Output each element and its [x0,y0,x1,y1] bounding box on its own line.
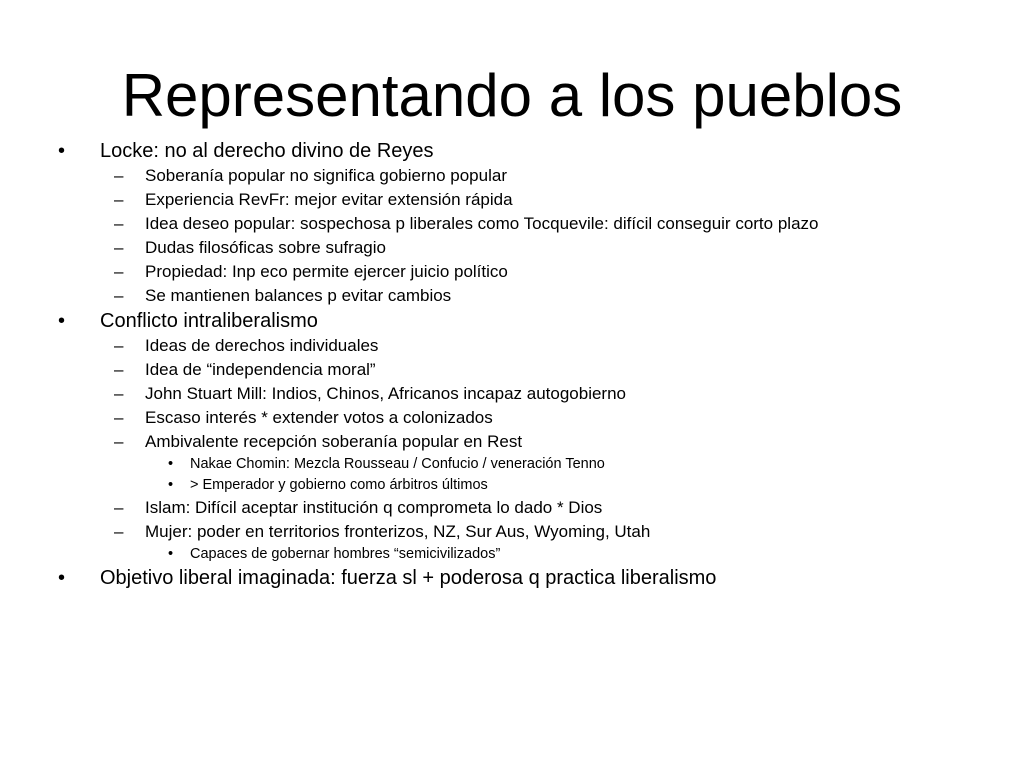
list-item-text: Experiencia RevFr: mejor evitar extensión rápida [145,190,513,209]
bullet-list [0,138,1024,591]
dash-marker: – [114,238,124,257]
list-item [0,358,1024,382]
dash-marker: – [114,432,124,451]
list-item [0,544,1024,565]
dash-marker: – [114,408,124,427]
dash-marker: – [114,286,124,305]
dash-marker: – [114,522,124,541]
list-item-text: Propiedad: Inp eco permite ejercer juicio político [145,262,508,281]
bullet-marker: • [58,567,66,589]
list-item-text: Ambivalente recepción soberanía popular en Rest [145,432,523,451]
list-item [0,188,1024,212]
list-item-text: Se mantienen balances p evitar cambios [145,286,452,305]
dash-marker: – [114,214,124,233]
dash-marker: – [114,498,124,517]
list-item-text: Mujer: poder en territorios fronterizos, NZ, Sur Aus, Wyoming, Utah [145,522,651,541]
list-item [0,236,1024,260]
list-item [0,454,1024,475]
list-item-text: Escaso interés * extender votos a colonizados [145,408,493,427]
list-item-text: John Stuart Mill: Indios, Chinos, Africanos incapaz autogobierno [145,384,626,403]
list-item [0,565,1024,591]
list-item-text: Dudas filosóficas sobre sufragio [145,238,386,257]
list-item-text: Idea de “independencia moral” [145,360,376,379]
list-item-text: Conflicto intraliberalismo [100,310,318,332]
bullet-marker: • [168,477,174,493]
list-item-text: Nakae Chomin: Mezcla Rousseau / Confucio / veneración Tenno [190,456,605,472]
list-item-text: Locke: no al derecho divino de Reyes [100,140,434,162]
list-item [0,520,1024,544]
bullet-marker: • [168,456,174,472]
list-item-text: Ideas de derechos individuales [145,336,379,355]
list-item-text: Objetivo liberal imaginada: fuerza sl + poderosa q practica liberalismo [100,567,717,589]
list-item [0,164,1024,188]
dash-marker: – [114,336,124,355]
list-item [0,475,1024,496]
list-item [0,430,1024,454]
list-item-text: Idea deseo popular: sospechosa p liberales como Tocquevile: difícil conseguir corto plazo [145,214,819,233]
list-item [0,212,1024,236]
list-item [0,260,1024,284]
bullet-marker: • [168,546,174,562]
dash-marker: – [114,384,124,403]
list-item [0,334,1024,358]
list-item-text: Islam: Difícil aceptar institución q comprometa lo dado * Dios [145,498,603,517]
bullet-marker: • [58,310,66,332]
list-item [0,382,1024,406]
dash-marker: – [114,262,124,281]
dash-marker: – [114,190,124,209]
list-item-text: Capaces de gobernar hombres “semicivilizados” [190,546,501,562]
list-item [0,138,1024,164]
dash-marker: – [114,360,124,379]
list-item [0,284,1024,308]
list-item [0,308,1024,334]
slide-title: Representando a los pueblos [121,62,903,129]
bullet-marker: • [58,140,66,162]
list-item [0,406,1024,430]
list-item-text: Soberanía popular no significa gobierno popular [145,166,507,185]
list-item [0,496,1024,520]
list-item-text: > Emperador y gobierno como árbitros últimos [190,477,488,493]
dash-marker: – [114,166,124,185]
